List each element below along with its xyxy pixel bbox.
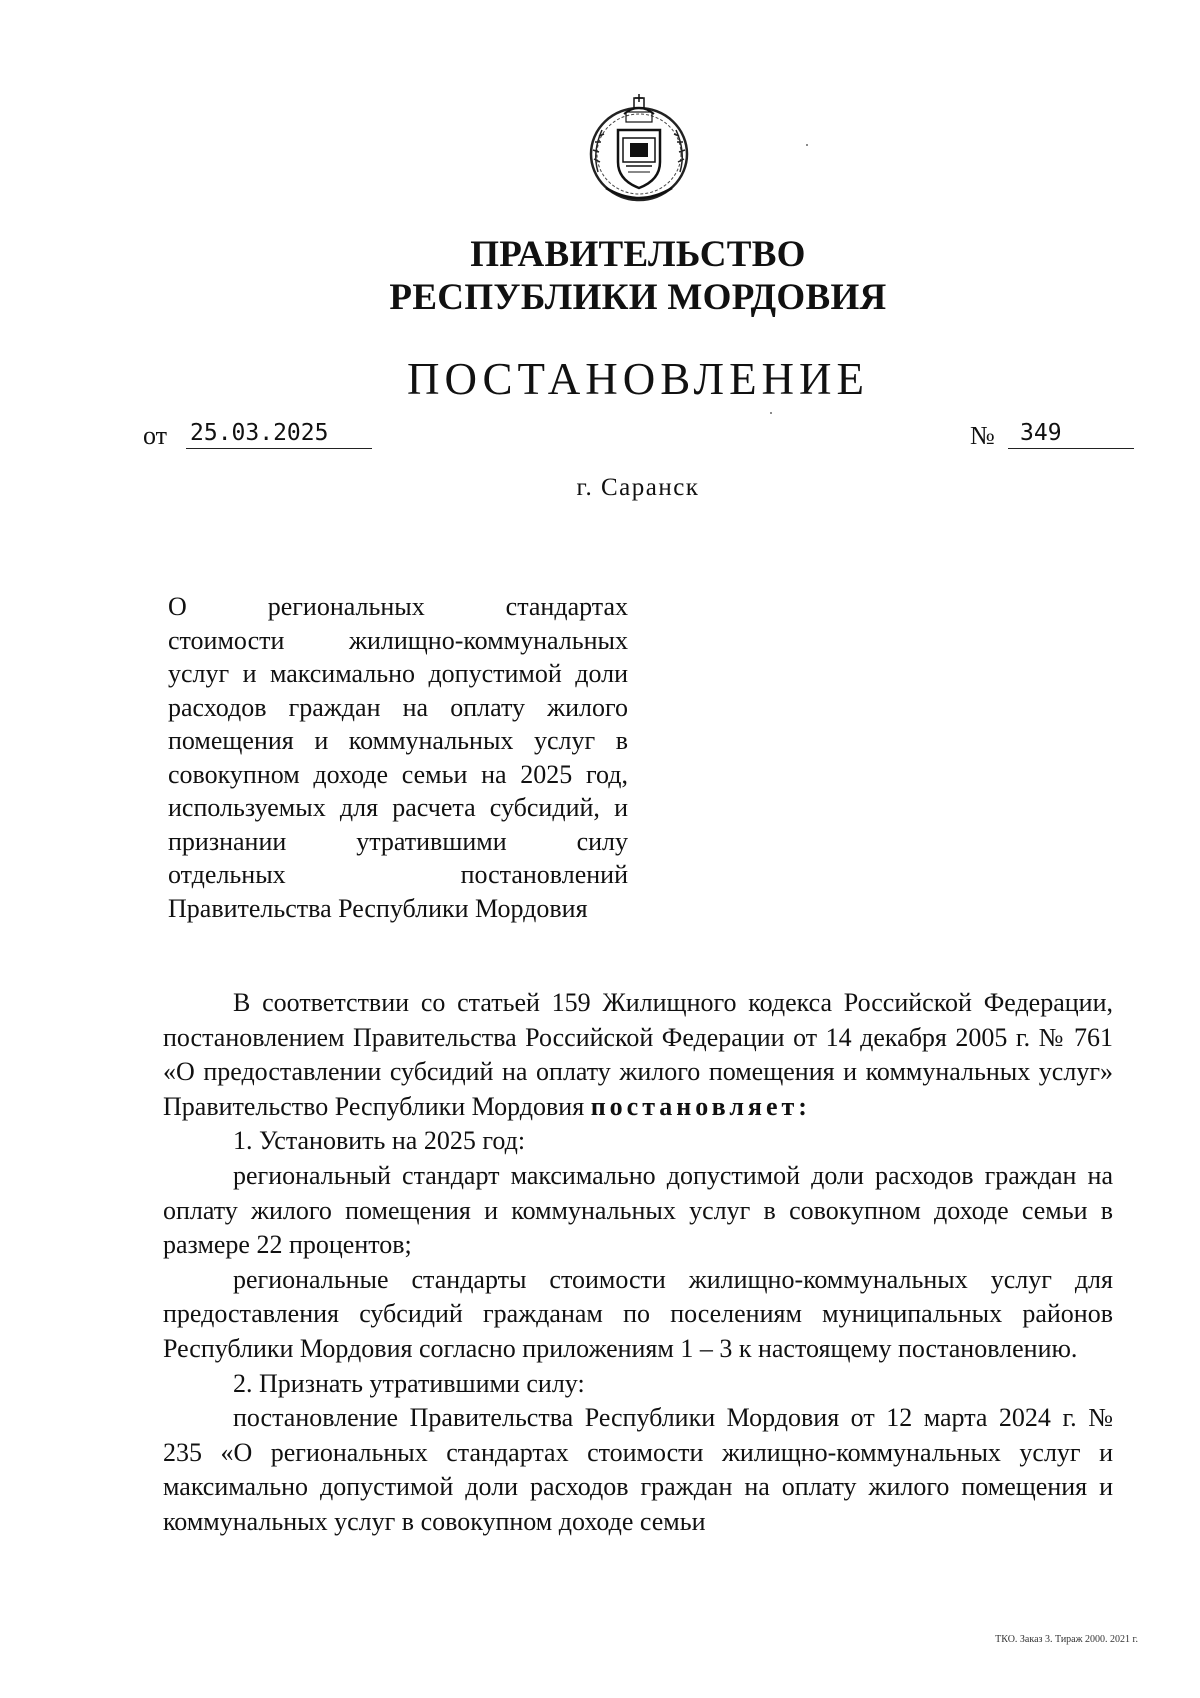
item1-title: 1. Установить на 2025 год: [233,1126,526,1156]
scan-artifact [770,412,772,414]
government-title-line2: РЕСПУБЛИКИ МОРДОВИЯ [389,277,887,318]
subject-line: используемых для расчета субсидий, и [168,793,628,822]
city: г. Саранск [576,474,700,501]
date-label: от [143,421,168,450]
date-value: 25.03.2025 [186,418,372,449]
subject-line: Правительства Республики Мордовия [168,893,588,923]
preamble-text: В соответствии со статьей 159 Жилищного кодекса Российской Федерации, постановлением Правительства Российской Федерации от 14 декабря 2005 г. № 761 «О предоставлении субсидий на оплату жилого помещения и коммунальных услуг» Правительство Республики Мордовия [163,988,1113,1121]
subject-line: совокупном доходе семьи на 2025 год, [168,759,628,789]
item2-title: 2. Признать утратившими силу: [233,1368,585,1398]
item1-paragraph1: региональный стандарт максимально допустимой доли расходов граждан на оплату жилого помещения и коммунальных услуг в совокупном доходе семьи в размере 22 процентов; [163,1160,1113,1260]
preamble-paragraph [163,986,1113,1124]
coat-of-arms-icon [584,92,694,210]
item1-paragraph2: региональные стандарты стоимости жилищно-коммунальных услуг для предоставления субсидий гражданам по поселениям муниципальных районов Республики Мордовия согласно приложениям 1 – 3 к настоящему постановлению. [163,1264,1113,1363]
document-body [163,986,1113,1540]
number-value: 349 [1008,418,1134,449]
subject-line: О региональных стандартах [168,592,628,621]
subject-line: услуг и максимально допустимой доли [168,659,628,688]
subject-line: отдельных постановлений [168,860,628,889]
document-subject [168,590,628,925]
decree-word: постановляет: [590,1091,811,1121]
government-title-line1: ПРАВИТЕЛЬСТВО [470,234,806,275]
subject-line: помещения и коммунальных услуг в [168,726,628,755]
print-info: ТКО. Заказ 3. Тираж 2000. 2021 г. [995,1634,1138,1645]
number-label: № [970,421,995,450]
scan-artifact [806,144,808,146]
item2-paragraph1: постановление Правительства Республики Мордовия от 12 марта 2024 г. № 235 «О региональных стандартах стоимости жилищно-коммунальных услуг и максимально допустимой доли расходов граждан на оплату жилого помещения и коммунальных услуг в совокупном доходе семьи [163,1403,1113,1536]
subject-line: признании утратившими силу [168,826,628,856]
document-type: ПОСТАНОВЛЕНИЕ [406,354,870,404]
subject-line: стоимости жилищно-коммунальных [168,625,628,655]
subject-line: расходов граждан на оплату жилого [168,692,628,722]
